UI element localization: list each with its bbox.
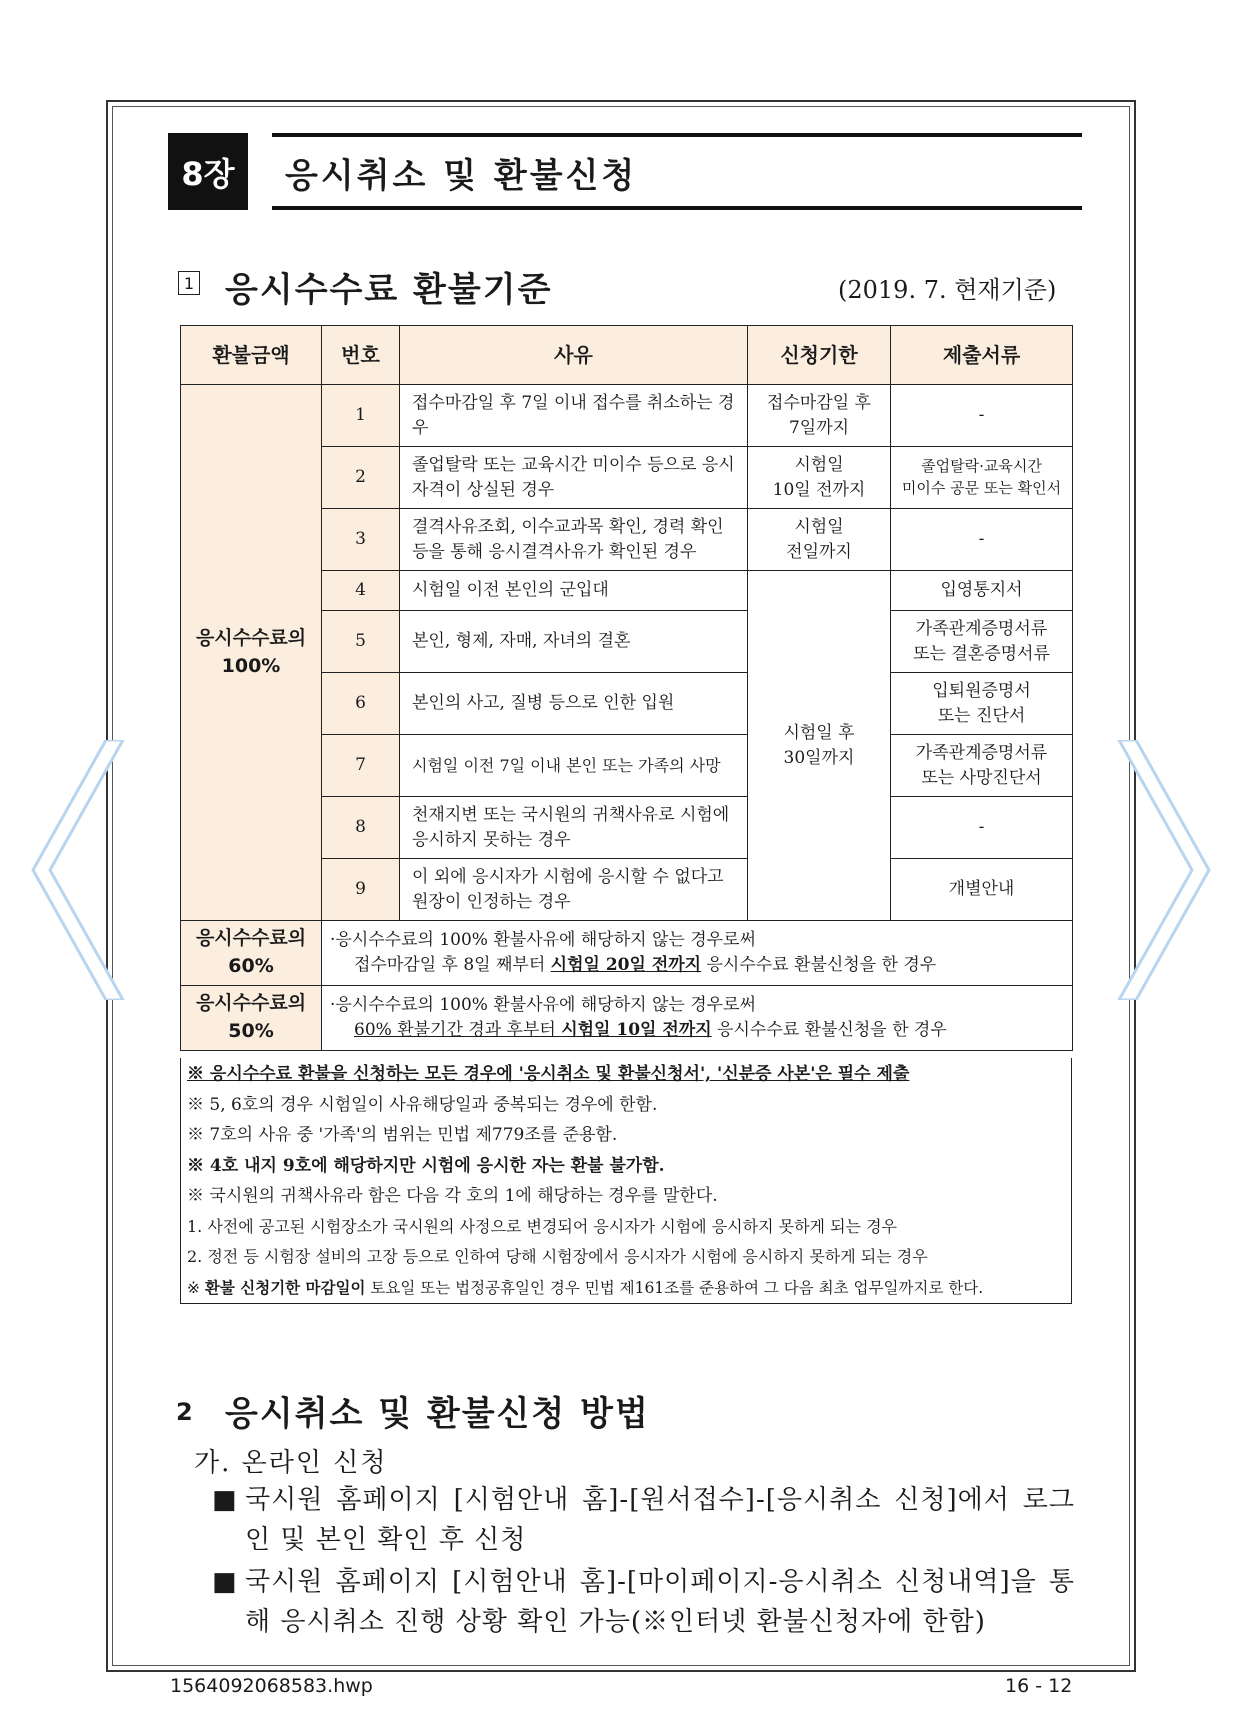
row-deadline: 시험일 10일 전까지 (748, 447, 891, 509)
bullet-text: 국시원 홈페이지 [시험안내 홈]-[원서접수]-[응시취소 신청]에서 로그인 및 본인 확인 후 신청 (245, 1485, 1075, 1555)
row-reason: 접수마감일 후 7일 이내 접수를 취소하는 경우 (400, 385, 748, 447)
row-number: 4 (322, 571, 400, 611)
note-line: ※ 응시수수료 환불을 신청하는 모든 경우에 '응시취소 및 환불신청서', '신분증 사본'은 필수 제출 (187, 1064, 910, 1084)
note-last-rest: 토요일 또는 법정공휴일인 경우 민법 제161조를 준용하여 그 다음 최초 업무일까지로 한다. (365, 1278, 984, 1297)
next-page-arrow-icon[interactable] (1114, 740, 1214, 1000)
row-docs: 입퇴원증명서 또는 진단서 (891, 673, 1073, 735)
footer-filename: 1564092068583.hwp (170, 1675, 373, 1697)
row-reason: 이 외에 응시자가 시험에 응시할 수 없다고 원장이 인정하는 경우 (400, 859, 748, 921)
section-1-title: 응시수수료 환불기준 (225, 270, 553, 310)
chapter-number-box: 8장 (168, 133, 248, 210)
notes-box (180, 1058, 1072, 1304)
row-docs: 졸업탈락·교육시간 미이수 공문 또는 확인서 (891, 447, 1073, 509)
header-documents: 제출서류 (891, 326, 1073, 385)
pct-60-label: 응시수수료의 60% (181, 921, 322, 986)
section-2-marker: 2 (176, 1398, 193, 1426)
section-2-marker-icon (176, 1398, 193, 1426)
row-number: 2 (322, 447, 400, 509)
row-reason: 결격사유조회, 이수교과목 확인, 경력 확인 등을 통해 응시결격사유가 확인된 경우 (400, 509, 748, 571)
pct-50-line2 (330, 1018, 1064, 1043)
refund-table (180, 325, 1073, 1051)
row-number: 6 (322, 673, 400, 735)
pct-60-desc (322, 921, 1073, 986)
note-line: 2. 정전 등 시험장 설비의 고장 등으로 인하여 당해 시험장에서 응시자가 시험에 응시하지 못하게 되는 경우 (187, 1247, 928, 1266)
row-reason: 시험일 이전 본인의 군입대 (400, 571, 748, 611)
row-deadline: 시험일 전일까지 (748, 509, 891, 571)
row-docs: 가족관계증명서류 또는 사망진단서 (891, 735, 1073, 797)
note-line: ※ 국시원의 귀책사유라 함은 다음 각 호의 1에 해당하는 경우를 말한다. (187, 1186, 718, 1206)
note-last-bold: 환불 신청기한 마감일이 (204, 1277, 366, 1297)
row-reason: 졸업탈락 또는 교육시간 미이수 등으로 응시자격이 상실된 경우 (400, 447, 748, 509)
bullet-text: 국시원 홈페이지 [시험안내 홈]-[마이페이지-응시취소 신청내역]을 통해 응시취소 진행 상황 확인 가능(※인터넷 환불신청자에 한함) (245, 1567, 1075, 1637)
row-docs: - (891, 797, 1073, 859)
note-line: 1. 사전에 공고된 시험장소가 국시원의 사정으로 변경되어 응시자가 시험에 응시하지 못하게 되는 경우 (187, 1216, 897, 1236)
note-line: ※ 4호 내지 9호에 해당하지만 시험에 응시한 자는 환불 불가함. (187, 1155, 665, 1176)
pct-50-line1: ·응시수수료의 100% 환불사유에 해당하지 않는 경우로써 (330, 995, 756, 1016)
note-line-last (187, 1273, 1065, 1304)
prev-page-arrow-icon[interactable] (28, 740, 128, 1000)
row-reason: 시험일 이전 7일 이내 본인 또는 가족의 사망 (400, 735, 748, 797)
footer-page-number: 16 - 12 (1005, 1675, 1073, 1697)
row-reason: 본인, 형제, 자매, 자녀의 결혼 (400, 611, 748, 673)
pct-50-line2-c: 응시수수료 환불신청을 한 경우 (711, 1020, 947, 1040)
section-2-title: 응시취소 및 환불신청 방법 (225, 1394, 650, 1434)
chapter-title: 응시취소 및 환불신청 (285, 156, 638, 196)
note-line: ※ 5, 6호의 경우 시험일이 사유해당일과 중복되는 경우에 한함. (187, 1094, 658, 1115)
header-number: 번호 (322, 326, 400, 385)
row-reason: 본인의 사고, 질병 등으로 인한 입원 (400, 673, 748, 735)
pct-60-line2-a: 접수마감일 후 8일 째부터 (354, 955, 551, 975)
table-row-50 (181, 986, 1073, 1051)
row-docs: 입영통지서 (891, 571, 1073, 611)
row-docs: 개별안내 (891, 859, 1073, 921)
row-docs: - (891, 385, 1073, 447)
header-amount: 환불금액 (181, 326, 322, 385)
table-row-60 (181, 921, 1073, 986)
table-header-row (181, 326, 1073, 385)
pct-50-desc (322, 986, 1073, 1051)
square-bullet-icon: ■ (212, 1485, 238, 1515)
pct-100-label: 응시수수료의 100% (181, 385, 322, 921)
pct-50-line2-a: 60% 환불기간 경과 후부터 (354, 1020, 562, 1040)
row-number: 3 (322, 509, 400, 571)
pct-60-line2 (330, 953, 1064, 978)
subheading-online: 가. 온라인 신청 (194, 1448, 388, 1478)
note-last-prefix: ※ (187, 1278, 205, 1297)
pct-50-line2-b: 시험일 10일 전까지 (561, 1020, 712, 1040)
row-number: 1 (322, 385, 400, 447)
chapter-rule-top (272, 133, 1082, 137)
row-number: 7 (322, 735, 400, 797)
chapter-rule-bottom (272, 206, 1082, 210)
row-deadline: 접수마감일 후 7일까지 (748, 385, 891, 447)
section-1-date: (2019. 7. 현재기준) (838, 276, 1057, 304)
header-deadline: 신청기한 (748, 326, 891, 385)
row-docs: 가족관계증명서류 또는 결혼증명서류 (891, 611, 1073, 673)
merged-deadline: 시험일 후 30일까지 (748, 571, 891, 921)
pct-60-line1: ·응시수수료의 100% 환불사유에 해당하지 않는 경우로써 (330, 930, 756, 951)
section-1-marker: 1 (178, 271, 200, 295)
row-reason: 천재지변 또는 국시원의 귀책사유로 시험에 응시하지 못하는 경우 (400, 797, 748, 859)
row-number: 8 (322, 797, 400, 859)
row-number: 9 (322, 859, 400, 921)
pct-60-line2-b: 시험일 20일 전까지 (550, 955, 702, 975)
row-number: 5 (322, 611, 400, 673)
square-bullet-icon: ■ (212, 1567, 238, 1597)
note-line: ※ 7호의 사유 중 '가족'의 범위는 민법 제779조를 준용함. (187, 1125, 618, 1145)
header-reason: 사유 (400, 326, 748, 385)
pct-50-label: 응시수수료의 50% (181, 986, 322, 1051)
table-row (181, 385, 1073, 447)
pct-60-line2-c: 응시수수료 환불신청을 한 경우 (701, 955, 937, 975)
row-docs: - (891, 509, 1073, 571)
